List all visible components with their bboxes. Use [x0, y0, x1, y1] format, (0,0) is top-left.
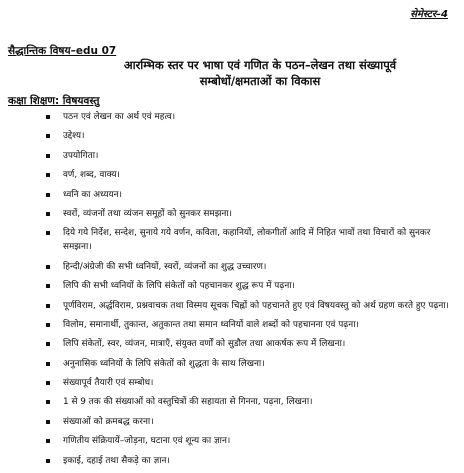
list-item [0, 454, 464, 468]
list-item-text: उपयोगिता। [63, 150, 99, 161]
bullet-icon [46, 284, 50, 288]
bullet-icon [46, 265, 50, 269]
bullet-icon [46, 134, 50, 138]
bullet-icon [46, 323, 50, 327]
bullet-icon [46, 212, 50, 216]
bullet-icon [46, 400, 50, 404]
bullet-icon [46, 420, 50, 424]
list-item-text: पूर्णविराम, अर्द्धविराम, प्रश्नवाचक तथा विस्मय सूचक चिह्नों को पहचानते हुए एवं विषयवस्तु को अर्थ ग्रहण करते हुए पढ़ना। [63, 300, 449, 311]
list-item [0, 279, 464, 293]
bullet-icon [46, 115, 50, 119]
list-item [0, 226, 464, 254]
list-item [0, 207, 464, 221]
title-line-1: आरम्भिक स्तर पर भाषा एवं गणित के पठन–लेखन तथा संख्यापूर्व [123, 58, 397, 72]
list-item [0, 337, 464, 351]
list-item-text: लिपि संकेतों, स्वर, व्यंजन, मात्राएँ, संयुक्त वर्णों को सुडौल तथा आकर्षक रूप में लिखना। [63, 339, 346, 350]
section-heading: कक्षा शिक्षण: विषयवस्तु [8, 95, 100, 107]
list-item [0, 434, 464, 448]
bullet-icon [46, 173, 50, 177]
bullet-icon [46, 342, 50, 346]
list-item [0, 129, 464, 143]
list-item [0, 260, 464, 274]
list-item [0, 168, 464, 182]
list-item-text: हिन्दी/अंग्रेजी की सभी ध्वनियों, स्वरों, व्यंजनों का शुद्ध उच्चारण। [63, 261, 267, 272]
list-item [0, 318, 464, 332]
list-item-text: ध्वनि का अध्ययन। [63, 189, 122, 200]
bullet-icon [46, 154, 50, 158]
list-item-text: संख्यापूर्व तैयारी एवं सम्बोध। [63, 378, 154, 389]
bullet-icon [46, 231, 50, 235]
list-item-text: पठन एवं लेखन का अर्थ एवं महत्व। [63, 112, 176, 122]
list-item-text: उद्देश्य। [63, 131, 85, 142]
list-item-text: गणितीय संक्रियायें–जोड़ना, घटाना एवं शून्य का ज्ञान। [63, 436, 231, 447]
list-item [0, 188, 464, 202]
list-item-text: लिपि की सभी ध्वनियों के लिपि संकेतों को पहचानकर शुद्ध रूप में पढ़ना। [63, 281, 295, 292]
bullet-icon [46, 193, 50, 197]
bullet-icon [46, 459, 50, 463]
list-item-text: स्वरों, व्यंजनों तथा व्यंजन समूहों को सुनकर समझना। [63, 208, 233, 219]
list-item [0, 299, 464, 313]
list-item-text: विलोम, समानार्थी, तुकान्त, अतुकान्त तथा समान ध्वनियों वाले शब्दों को पहचानना एवं पढ़ना। [63, 319, 359, 330]
title-line-2: सम्बोधों/क्षमताओं का विकास [199, 74, 321, 88]
list-item-text: दिये गये निर्देश, सन्देश, सुनाये गये वर्णन, कविता, कहानियों, लोकगीतों आदि में निहित भावों तथा विचारों को सुनकर समझना। [63, 228, 431, 253]
list-item [0, 110, 464, 124]
bullet-icon [46, 362, 50, 366]
list-item-text: वर्ण, शब्द, वाक्य। [63, 170, 120, 181]
list-item [0, 357, 464, 371]
list-item-text: 1 से 9 तक की संख्याओं को वस्तुचित्रों की सहायता से गिनना, पढ़ना, लिखना। [63, 397, 313, 408]
bullet-icon [46, 381, 50, 385]
list-item [0, 395, 464, 409]
bullet-icon [46, 304, 50, 308]
list-item [0, 415, 464, 429]
list-item [0, 376, 464, 390]
list-item-text: अनुनासिक ध्वनियों के लिपि संकेतों को शुद्धता के साथ लिखना। [63, 358, 265, 369]
subject-code: सैद्धान्तिक विषय–edu 07 [8, 45, 117, 57]
semester-label: सेमेस्टर–4 [410, 9, 448, 20]
bullet-icon [46, 439, 50, 443]
list-item [0, 149, 464, 163]
content-list [0, 110, 464, 473]
list-item-text: इकाई, दहाई तथा सैकड़े का ज्ञान। [63, 455, 170, 466]
list-item-text: संख्याओं को क्रमबद्ध करना। [63, 416, 154, 427]
page-title [60, 57, 460, 89]
